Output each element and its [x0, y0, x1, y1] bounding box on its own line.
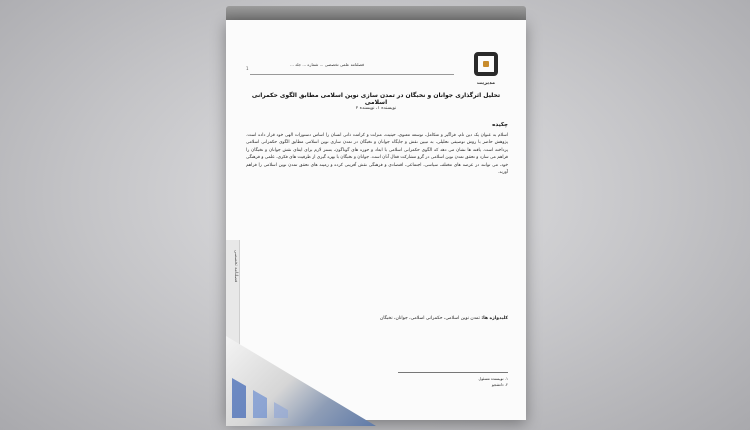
abstract-heading: چکیده — [492, 122, 508, 128]
journal-info: فصلنامه علمی تخصصی ... شماره ... جلد ... — [290, 62, 364, 67]
abstract-text: اسلام به عنوان یک دین تام، فراگیر و متکامل، توسعه معنوی، حیثیت، منزلت و کرامت ذاتی انسان را اساس دستورات الهی خود قرار داده است. پژوهش حاضر با روش توصیفی تحلیلی، به تبیین نقش و جایگاه جوانان و نخبگان در تمدن سازی نوین اسلامی مطابق الگوی حکمرانی اسلامی پرداخته است. یافته ها نشان می دهد که الگوی حکمرانی اسلامی با ابعاد و حوزه های گوناگون، بستر لازم برای ایفای نقش جوانان و نخبگان را فراهم می سازد و تحقق تمدن نوین اسلامی در گرو مشارکت فعال آنان است. جوانان و نخبگان با بهره گیری از ظرفیت های فکری، علمی و فرهنگی خود، می توانند در عرصه های مختلف سیاسی، اجتماعی، اقتصادی و فرهنگی نقش آفرینی کرده و زمینه های تحقق تمدن نوین اسلامی را فراهم آورند. — [246, 133, 508, 176]
side-vertical-text: فصلنامه تخصصی — [233, 250, 238, 283]
page-number: 1 — [246, 66, 249, 71]
header-rule — [250, 74, 454, 75]
logo-icon — [474, 52, 498, 76]
logo-text: مدیریت — [476, 80, 496, 86]
article-authors: نویسنده ۱، نویسنده ۲ — [355, 106, 397, 111]
keywords-label: کلیدواژه ها: — [481, 316, 508, 321]
keywords-value: تمدن نوین اسلامی، حکمرانی اسلامی، جوانان، نخبگان — [379, 316, 480, 321]
journal-logo — [466, 52, 506, 96]
footnote-rule — [398, 372, 508, 373]
footnote-1: ۱. نویسنده مسئول — [478, 376, 508, 381]
footnotes — [328, 376, 508, 388]
keywords-line — [246, 316, 508, 321]
article-title: تحلیل اثرگذاری جوانان و نخبگان در تمدن سازی نوین اسلامی مطابق الگوی حکمرانی اسلامی — [251, 92, 501, 106]
document-page — [226, 20, 526, 420]
footnote-2: ۲. دانشجو — [491, 382, 508, 387]
